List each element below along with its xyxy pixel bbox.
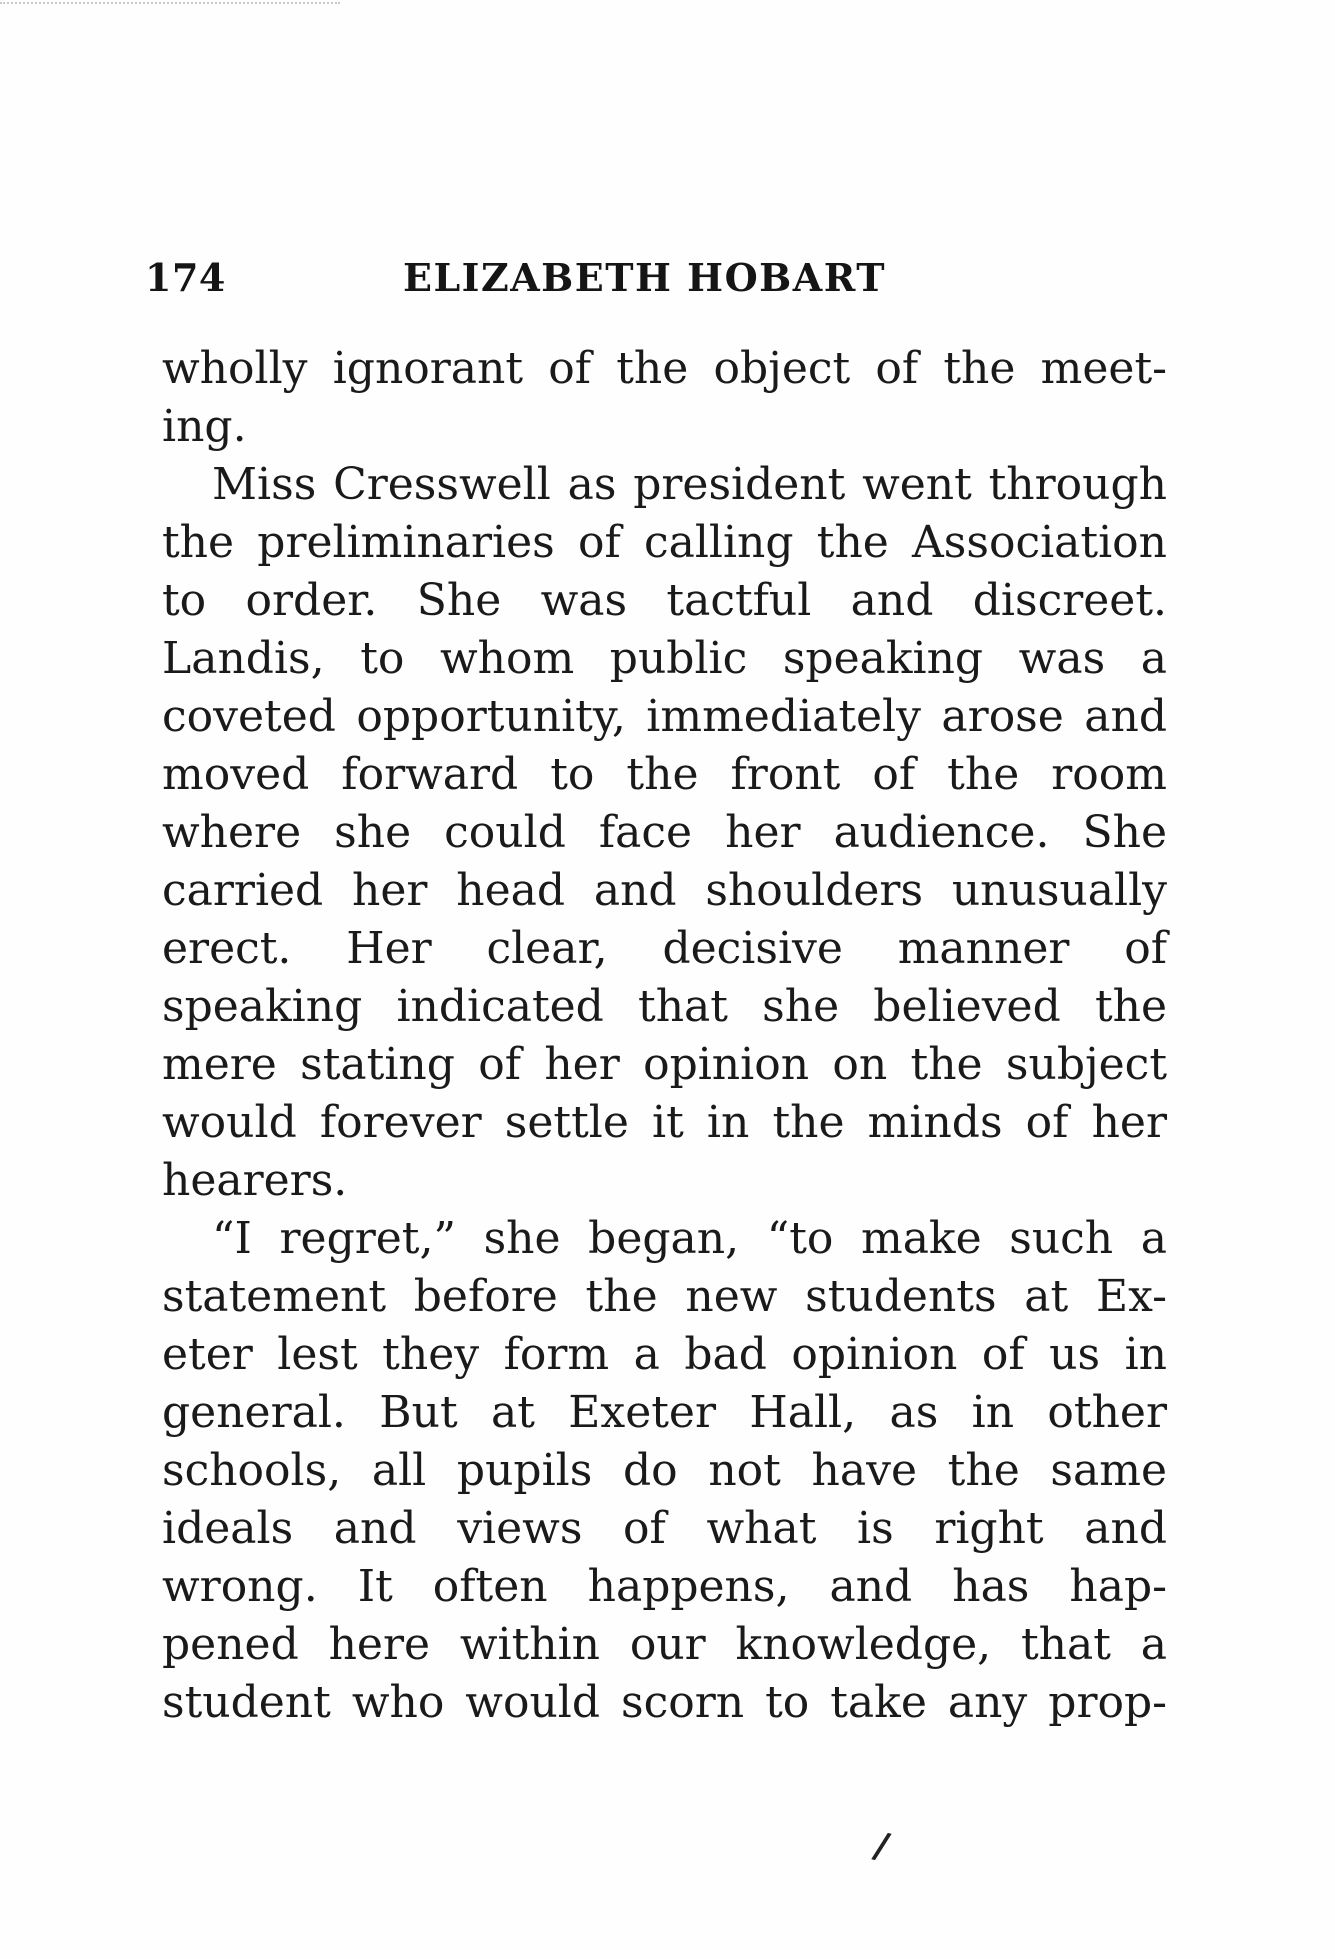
text-line: the preliminaries of calling the Association [162,517,1167,568]
stray-ink-mark: / [869,1824,894,1868]
text-line: pened here within our knowledge, that a [162,1619,1167,1670]
text-line: Miss Cresswell as president went through [212,459,1167,510]
text-line: schools, all pupils do not have the same [162,1445,1167,1496]
text-line: wholly ignorant of the object of the meet- [162,343,1167,394]
text-line: would forever settle it in the minds of her [162,1097,1167,1148]
text-line: wrong. It often happens, and has hap- [162,1561,1167,1612]
text-line: Landis, to whom public speaking was a [162,633,1167,684]
page-header [145,255,1165,303]
text-line: statement before the new students at Ex- [162,1271,1167,1322]
body-text [162,340,1167,1732]
text-line: ideals and views of what is right and [162,1503,1167,1554]
text-line: speaking indicated that she believed the [162,981,1167,1032]
text-line: student who would scorn to take any prop- [162,1677,1167,1728]
text-line: where she could face her audience. She [162,807,1167,858]
page-number: 174 [145,255,226,300]
text-line: coveted opportunity, immediately arose and [162,691,1167,742]
text-line: eter lest they form a bad opinion of us in [162,1329,1167,1380]
text-line: to order. She was tactful and discreet. [162,575,1167,626]
running-title: ELIZABETH HOBART [403,255,886,300]
text-line: mere stating of her opinion on the subject [162,1039,1167,1090]
text-line: “I regret,” she began, “to make such a [212,1213,1167,1264]
text-line: moved forward to the front of the room [162,749,1167,800]
text-line: hearers. [162,1155,348,1206]
text-line: ing. [162,401,247,452]
text-line: general. But at Exeter Hall, as in other [162,1387,1167,1438]
scan-edge-mark [0,2,340,4]
text-line: carried her head and shoulders unusually [162,865,1167,916]
text-line: erect. Her clear, decisive manner of [162,923,1167,974]
